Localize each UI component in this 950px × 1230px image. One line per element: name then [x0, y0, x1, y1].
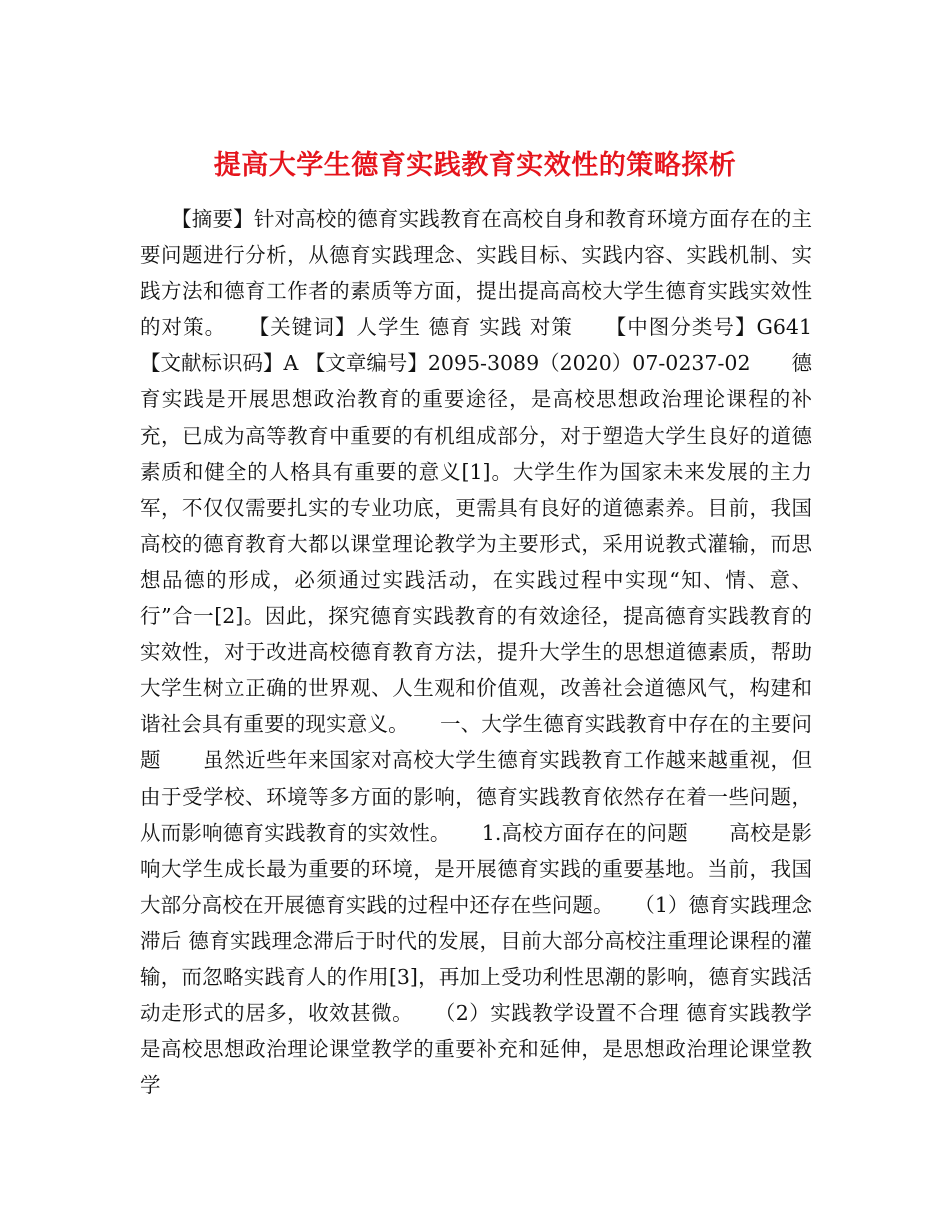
document-title: 提高大学生德育实践教育实效性的策略探析 [213, 150, 737, 182]
document-body: 【摘要】针对高校的德育实践教育在高校自身和教育环境方面存在的主要问题进行分析，从德育实践理念、实践目标、实践内容、实践机制、实践方法和德育工作者的素质等方面，提出提高高校大学生德育实践实效性的对策。 【关键词】人学生 德育 实践 对策 【中图分类号】G641 【文献标识码】A 【文章编号】2095-3089（2020）07-0237-02 德育实践是开展思想政治教育的重要途径，是高校思想政治理论课程的补充，已成为高等教育中重要的有机组成部分，对于塑造大学生良好的道德素质和健全的人格具有重要的意义[1]。大学生作为国家未来发展的主力军，不仅仅需要扎实的专业功底，更需具有良好的道德素养。目前，我国高校的德育教育大都以课堂理论教学为主要形式，采用说教式灌输，而思想品德的形成，必须通过实践活动，在实践过程中实现“知、情、意、行”合一[2]。因此，探究德育实践教育的有效途径，提高德育实践教育的实效性，对于改进高校德育教育方法，提升大学生的思想道德素质，帮助大学生树立正确的世界观、人生观和价值观，改善社会道德风气，构建和谐社会具有重要的现实意义。 一、大学生德育实践教育中存在的主要问题 虽然近些年来国家对高校大学生德育实践教育工作越来越重视，但由于受学校、环境等多方面的影响，德育实践教育依然存在着一些问题，从而影响德育实践教育的实效性。 1.高校方面存在的问题 高校是影响大学生成长最为重要的环境，是开展德育实践的重要基地。当前，我国大部分高校在开展德育实践的过程中还存在些问题。 （1）德育实践理念滞后 德育实践理念滞后于时代的发展，目前大部分高校注重理论课程的灌输，而忽略实践育人的作用[3]，再加上受功利性思潮的影响，德育实践活动走形式的居多，收效甚微。 （2）实践教学设置不合理 德育实践教学是高校思想政治理论课堂教学的重要补充和延伸，是思想政治理论课堂教学 [140, 207, 819, 1098]
